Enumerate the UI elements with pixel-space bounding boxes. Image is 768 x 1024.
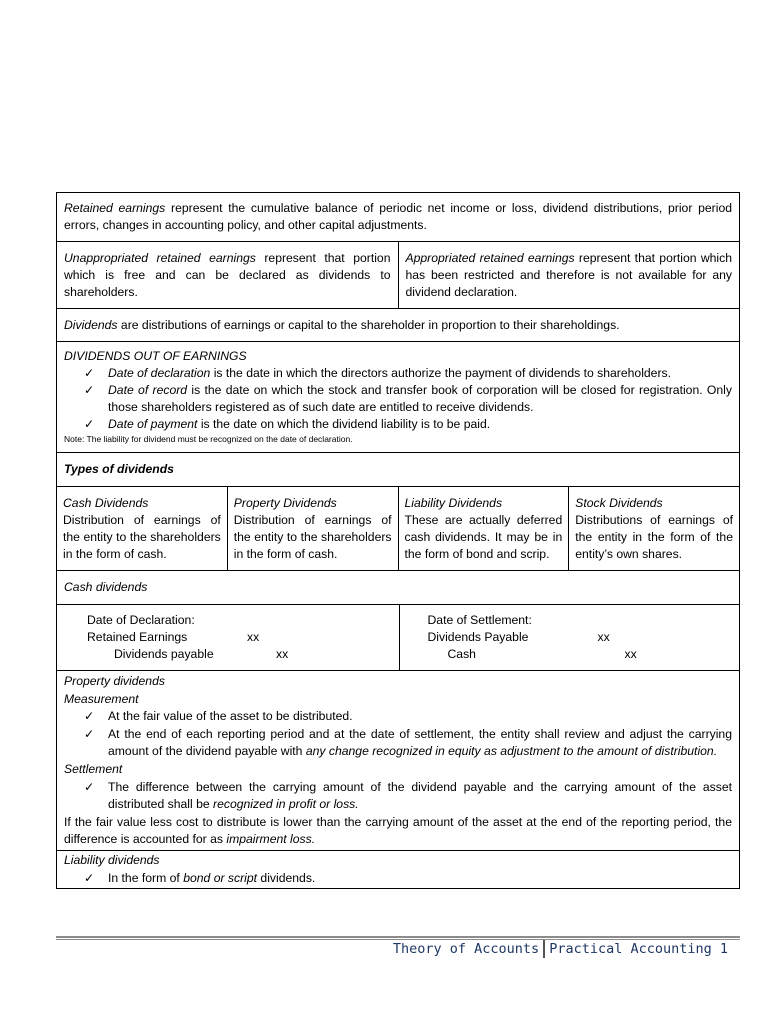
check-icon: ✓ <box>84 366 95 380</box>
item-emphasis: any change recognized in equity as adjustment to the amount of distribution. <box>305 744 718 759</box>
account: Dividends payable <box>114 647 214 661</box>
amount: xx <box>276 647 289 661</box>
section-heading: Types of dividends <box>64 462 174 476</box>
check-icon: ✓ <box>84 726 95 741</box>
property-dividends-cell <box>56 670 740 850</box>
term: Dividends <box>64 318 118 332</box>
dividends-definition-cell <box>56 308 740 341</box>
item-emphasis: bond or script <box>183 870 258 885</box>
entry-title: Date of Settlement: <box>427 613 532 627</box>
footer-left: Theory of Accounts <box>392 941 540 957</box>
type-property <box>227 487 398 570</box>
appropriated-cell <box>398 242 740 308</box>
paragraph <box>64 814 732 849</box>
type-title: Liability Dividends <box>404 496 503 510</box>
list-item <box>64 779 732 814</box>
liability-dividends-cell <box>56 850 740 889</box>
amount: xx <box>247 630 260 644</box>
item-text: dividends. <box>257 870 316 885</box>
check-icon: ✓ <box>84 779 95 794</box>
paragraph-emphasis: impairment loss. <box>226 832 316 847</box>
definition-text: are distributions of earnings or capital to the shareholder in proportion to their shareholdings. <box>117 318 620 332</box>
entry-title: Date of Declaration: <box>87 613 195 627</box>
check-icon: ✓ <box>84 417 95 431</box>
cash-journal-entries <box>56 604 740 670</box>
page-footer <box>56 936 740 957</box>
term: Date of record <box>108 383 188 397</box>
amount: xx <box>597 630 610 644</box>
type-liability <box>398 487 569 570</box>
types-grid <box>56 486 740 570</box>
item-emphasis: recognized in profit or loss. <box>213 797 359 812</box>
item-text: is the date on which the dividend liability is to be paid. <box>197 417 491 431</box>
paragraph-text: If the fair value less cost to distribute is lower than the carrying amount of the asset at the end of the reporting period, the difference is accounted for as <box>64 814 732 847</box>
definition-text: represent that portion which has been restricted and therefore is not available for any dividend declaration. <box>405 251 732 299</box>
type-cash <box>57 487 227 570</box>
cash-dividends-heading-cell <box>56 570 740 604</box>
item-text: is the date in which the directors authorize the payment of dividends to shareholders. <box>210 366 671 380</box>
dividends-table <box>56 192 740 889</box>
subheading: Measurement <box>64 691 139 706</box>
footer-separator <box>543 940 545 958</box>
account: Cash <box>447 647 476 661</box>
subheading: Settlement <box>64 761 123 776</box>
item-text: In the form of <box>108 870 184 885</box>
item-text: At the fair value of the asset to be distributed. <box>108 709 353 724</box>
item-text: At the end of each reporting period and at the date of settlement, the entity shall review and adjust the carrying amount of the dividend payable with <box>108 726 732 759</box>
list-item <box>64 382 732 416</box>
type-title: Property Dividends <box>233 496 337 510</box>
definition-text: represent the cumulative balance of periodic net income or loss, dividend distributions, prior period errors, changes in accounting policy, and other capital adjustments. <box>64 201 732 232</box>
type-body: These are actually deferred cash dividends. It may be in the form of bond and scrip. <box>404 513 563 561</box>
type-body: Distribution of earnings of the entity to the shareholders in the form of cash. <box>233 513 392 561</box>
section-heading: Property dividends <box>64 674 165 688</box>
type-title: Stock Dividends <box>575 496 663 510</box>
amount: xx <box>624 647 637 661</box>
definition-text: represent that portion which is free and can be declared as dividends to shareholders. <box>64 251 391 299</box>
account: Dividends Payable <box>427 630 529 644</box>
retained-earnings-cell <box>56 192 740 241</box>
type-stock <box>568 487 739 570</box>
debit-line <box>87 629 399 646</box>
list-item <box>64 416 732 433</box>
dividends-out-of-earnings-cell <box>56 341 740 452</box>
term: Appropriated retained earnings <box>405 251 575 265</box>
term: Retained earnings <box>64 201 166 215</box>
check-icon: ✓ <box>84 383 95 397</box>
item-text: The difference between the carrying amount of the dividend payable and the carrying amount of the asset distributed shall be <box>108 779 732 812</box>
note: Note: The liability for dividend must be recognized on the date of declaration. <box>64 434 353 444</box>
list-item <box>64 870 732 888</box>
account: Retained Earnings <box>87 630 188 644</box>
types-heading-cell <box>56 452 740 486</box>
list-item <box>64 365 732 382</box>
credit-line <box>87 646 399 663</box>
check-icon: ✓ <box>84 709 95 724</box>
type-body: Distributions of earnings of the entity in the form of the entity’s own shares. <box>575 513 733 561</box>
section-heading: DIVIDENDS OUT OF EARNINGS <box>64 349 247 363</box>
type-body: Distribution of earnings of the entity to the shareholders in the form of cash. <box>63 513 221 561</box>
list-item <box>64 708 732 726</box>
section-heading: Cash dividends <box>64 580 148 594</box>
footer-text <box>393 940 728 958</box>
term: Unappropriated retained earnings <box>64 251 256 265</box>
term: Date of declaration <box>108 366 211 380</box>
footer-right: Practical Accounting 1 <box>549 941 728 957</box>
term: Date of payment <box>108 417 198 431</box>
item-text: is the date on which the stock and transfer book of corporation will be closed for registration. Only those shareholders registered as of such date are entitled to receive dividends. <box>108 383 732 414</box>
unappropriated-cell <box>57 242 398 308</box>
section-heading: Liability dividends <box>64 852 160 867</box>
declaration-entry <box>57 605 399 670</box>
list-item <box>64 726 732 761</box>
retained-earnings-split-row <box>56 241 740 308</box>
check-icon: ✓ <box>84 870 95 885</box>
settlement-entry <box>399 605 740 670</box>
type-title: Cash Dividends <box>63 496 149 510</box>
debit-line <box>428 629 740 646</box>
credit-line <box>428 646 740 663</box>
footer-rule <box>56 936 740 938</box>
